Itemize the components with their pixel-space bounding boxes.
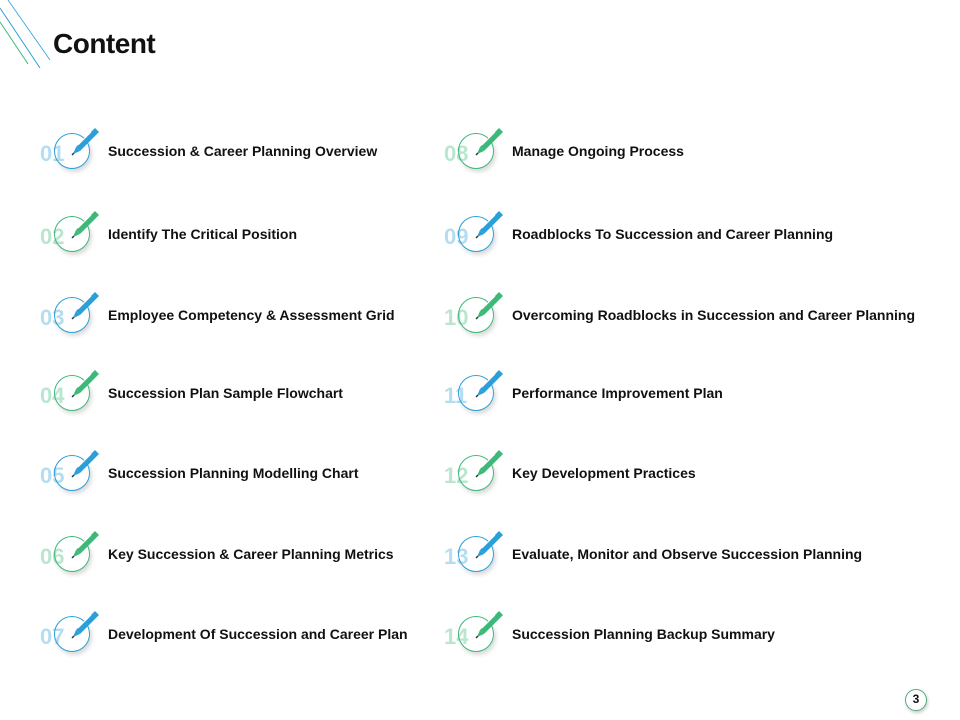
agenda-item-number: 07 <box>40 624 65 649</box>
pen-icon <box>472 528 506 562</box>
pen-icon <box>472 608 506 642</box>
agenda-item-number: 09 <box>444 224 469 249</box>
agenda-item <box>40 534 480 582</box>
agenda-item <box>444 214 884 262</box>
agenda-item-label: Identify The Critical Position <box>108 226 298 242</box>
pen-icon <box>68 447 102 481</box>
agenda-item-label: Employee Competency & Assessment Grid <box>108 307 395 323</box>
agenda-item <box>444 373 884 421</box>
page-number-badge: 3 <box>905 689 927 711</box>
agenda-item-number: 05 <box>40 463 65 488</box>
agenda-item-label: Succession Planning Modelling Chart <box>108 465 359 481</box>
agenda-item <box>444 614 884 662</box>
agenda-item <box>40 214 480 262</box>
agenda-item-label: Development Of Succession and Career Plan <box>108 626 408 642</box>
agenda-item <box>40 131 480 179</box>
pen-icon <box>68 125 102 159</box>
agenda-item <box>444 453 884 501</box>
agenda-item <box>444 534 884 582</box>
agenda-item-label: Performance Improvement Plan <box>512 385 723 401</box>
agenda-item-number: 13 <box>444 544 469 569</box>
agenda-item-number: 03 <box>40 305 65 330</box>
agenda-item-label: Manage Ongoing Process <box>512 143 684 159</box>
agenda-item-number: 04 <box>40 383 65 408</box>
agenda-item-number: 02 <box>40 224 65 249</box>
agenda-item-number: 11 <box>444 383 468 408</box>
agenda-item-number: 06 <box>40 544 65 569</box>
pen-icon <box>68 367 102 401</box>
agenda-item-label: Overcoming Roadblocks in Succession and Career Planning <box>512 307 915 323</box>
agenda-item-number: 08 <box>444 141 469 166</box>
agenda-item-label: Succession Planning Backup Summary <box>512 626 775 642</box>
pen-icon <box>68 208 102 242</box>
agenda-item <box>444 131 884 179</box>
pen-icon <box>472 289 506 323</box>
pen-icon <box>68 289 102 323</box>
agenda-item-number: 12 <box>444 463 469 488</box>
agenda-item-label: Succession Plan Sample Flowchart <box>108 385 343 401</box>
pen-icon <box>472 208 506 242</box>
pen-icon <box>472 125 506 159</box>
corner-decoration <box>0 0 60 80</box>
agenda-item <box>40 614 480 662</box>
pen-icon <box>68 528 102 562</box>
agenda-item-label: Key Development Practices <box>512 465 696 481</box>
agenda-item <box>444 295 915 343</box>
agenda-item-label: Evaluate, Monitor and Observe Succession Planning <box>512 546 863 562</box>
pen-icon <box>472 447 506 481</box>
agenda-item-label: Succession & Career Planning Overview <box>108 143 378 159</box>
agenda-item-number: 01 <box>40 141 65 166</box>
page-title: Content <box>53 28 156 59</box>
agenda-item-number: 14 <box>444 624 469 649</box>
agenda-item-label: Key Succession & Career Planning Metrics <box>108 546 394 562</box>
agenda-item <box>40 373 480 421</box>
pen-icon <box>472 367 506 401</box>
agenda-item-label: Roadblocks To Succession and Career Planning <box>512 226 834 242</box>
agenda-item-number: 10 <box>444 305 469 330</box>
pen-icon <box>68 608 102 642</box>
agenda-item <box>40 295 480 343</box>
agenda-item <box>40 453 480 501</box>
